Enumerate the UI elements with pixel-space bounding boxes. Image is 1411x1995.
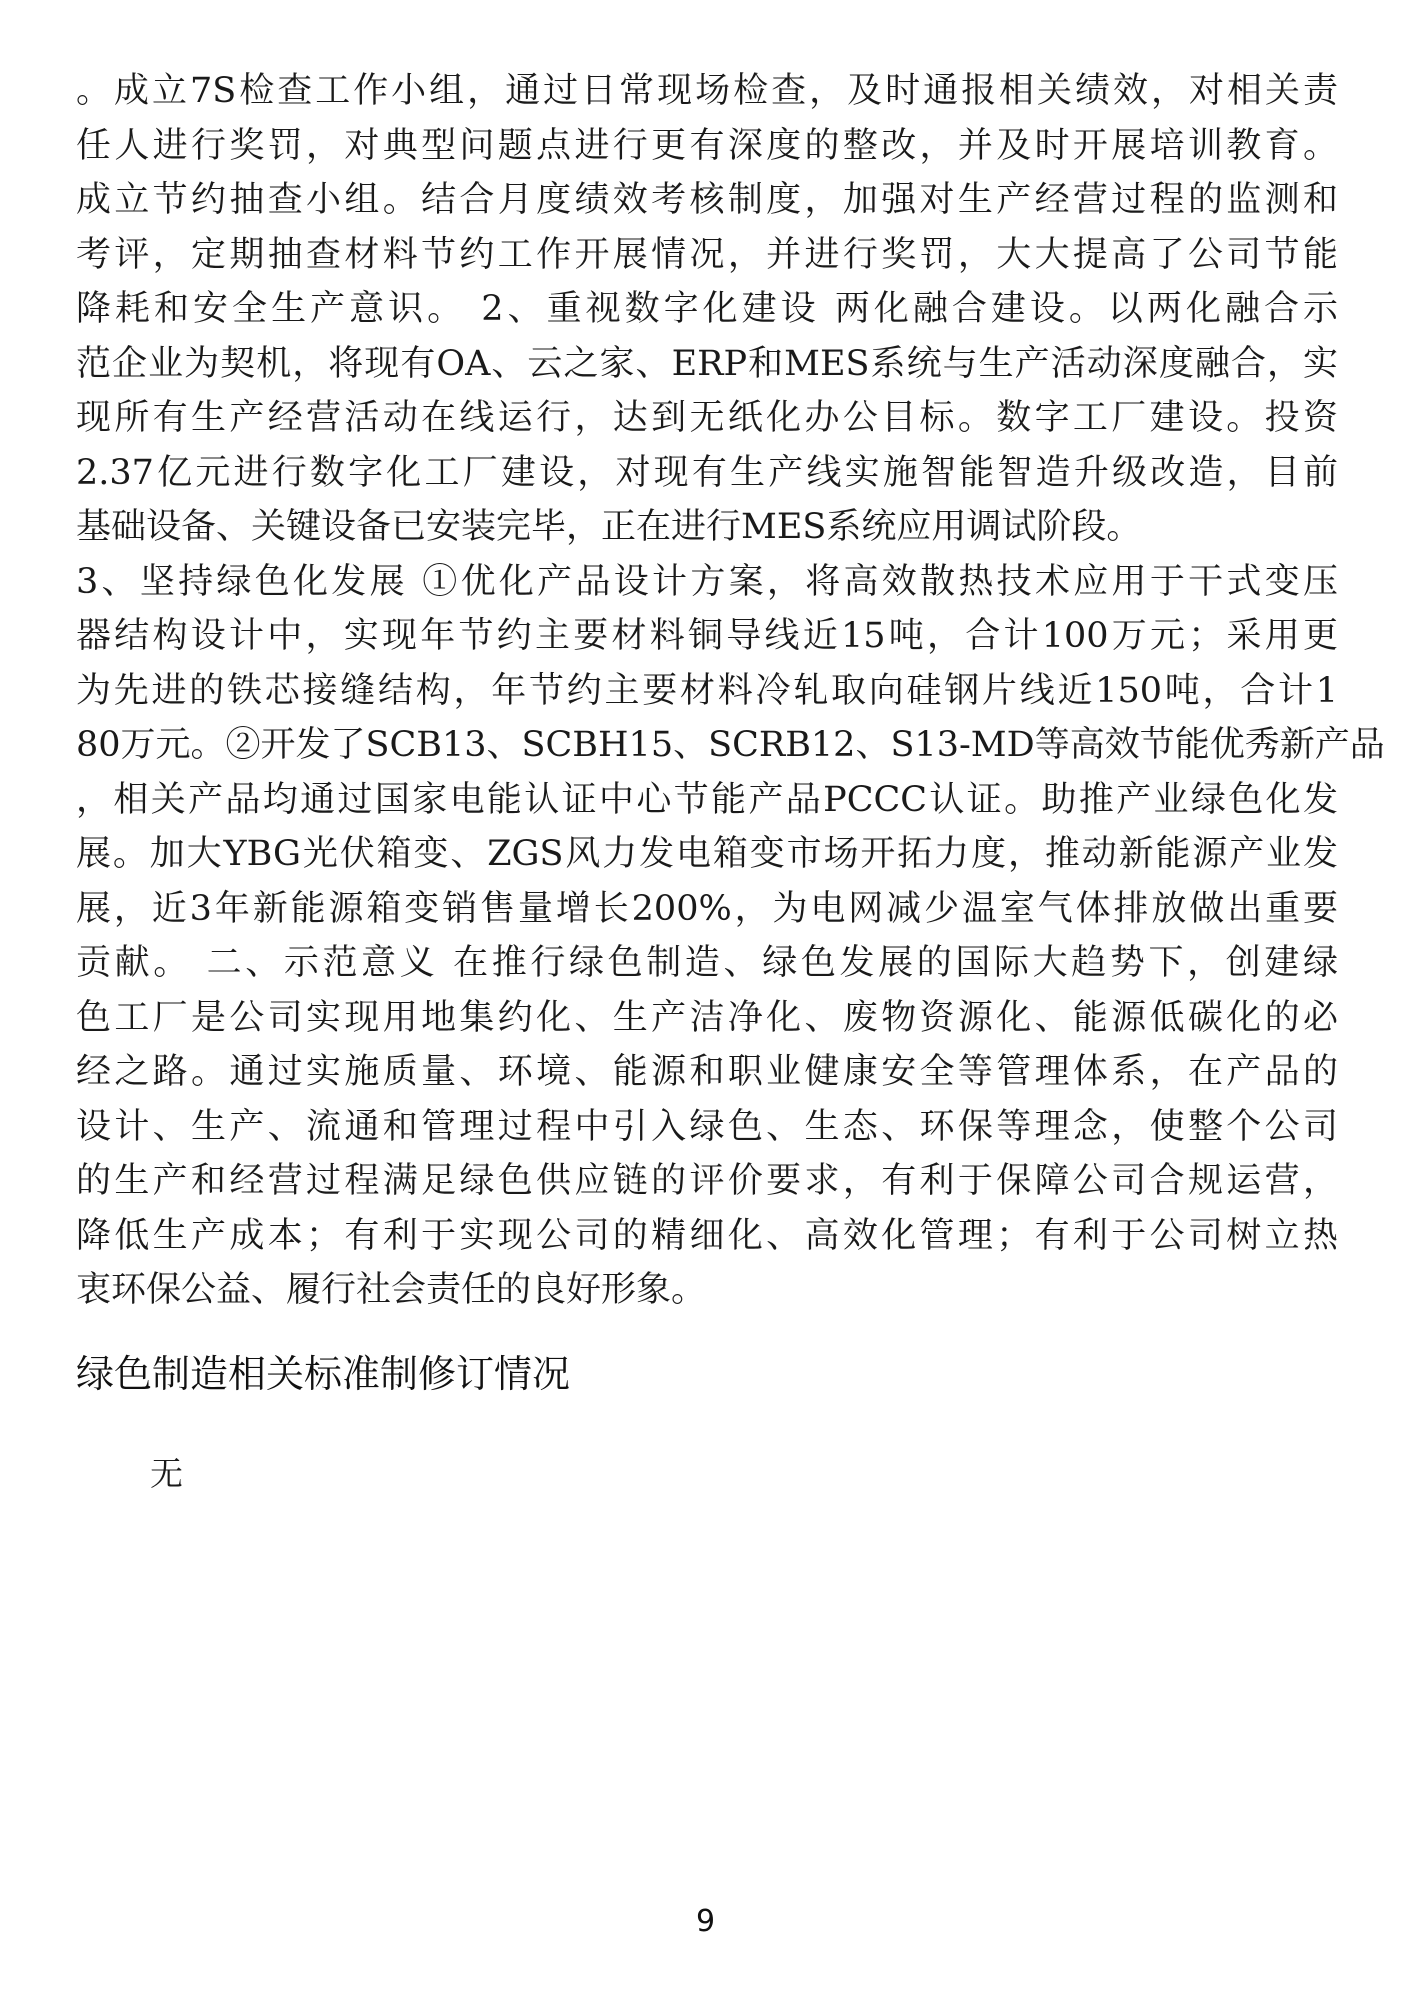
text-line: 展。加大YBG光伏箱变、ZGS风力发电箱变市场开拓力度，推动新能源产业发 <box>76 834 1338 874</box>
text-line: 成立节约抽查小组。结合月度绩效考核制度，加强对生产经营过程的监测和 <box>76 180 1338 220</box>
text-line: 色工厂是公司实现用地集约化、生产洁净化、废物资源化、能源低碳化的必 <box>76 997 1338 1038</box>
text-line: 任人进行奖罚，对典型问题点进行更有深度的整改，并及时开展培训教育。 <box>76 125 1338 166</box>
text-line: 设计、生产、流通和管理过程中引入绿色、生态、环保等理念，使整个公司 <box>76 1106 1338 1147</box>
text-line: 现所有生产经营活动在线运行，达到无纸化办公目标。数字工厂建设。投资 <box>76 398 1338 438</box>
text-line: 2.37亿元进行数字化工厂建设，对现有生产线实施智能智造升级改造，目前 <box>76 452 1338 493</box>
section-body-text: 无 <box>150 1454 183 1493</box>
text-line: ，相关产品均通过国家电能认证中心节能产品PCCC认证。助推产业绿色化发 <box>76 779 1338 820</box>
text-line: 器结构设计中，实现年节约主要材料铜导线近15吨，合计100万元；采用更 <box>76 616 1338 656</box>
text-line: 经之路。通过实施质量、环境、能源和职业健康安全等管理体系，在产品的 <box>76 1052 1338 1092</box>
text-line: 展，近3年新能源箱变销售量增长200%，为电网减少温室气体排放做出重要 <box>76 888 1338 929</box>
text-line: 3、坚持绿色化发展 ①优化产品设计方案，将高效散热技术应用于干式变压 <box>76 561 1338 602</box>
text-line: 贡献。 二、示范意义 在推行绿色制造、绿色发展的国际大趋势下，创建绿 <box>76 943 1338 983</box>
text-line: 范企业为契机，将现有OA、云之家、ERP和MES系统与生产活动深度融合，实 <box>76 343 1338 384</box>
text-line: 的生产和经营过程满足绿色供应链的评价要求，有利于保障公司合规运营， <box>76 1161 1338 1201</box>
text-line: 降耗和安全生产意识。 2、重视数字化建设 两化融合建设。以两化融合示 <box>76 289 1338 329</box>
section-heading: 绿色制造相关标准制修订情况 <box>76 1352 571 1396</box>
text-line: 基础设备、关键设备已安装完毕，正在进行MES系统应用调试阶段。 <box>76 507 1142 547</box>
text-line: 降低生产成本；有利于实现公司的精细化、高效化管理；有利于公司树立热 <box>76 1215 1338 1256</box>
text-line: 为先进的铁芯接缝结构，年节约主要材料冷轧取向硅钢片线近150吨，合计1 <box>76 670 1338 711</box>
text-line: 考评，定期抽查材料节约工作开展情况，并进行奖罚，大大提高了公司节能 <box>76 234 1338 275</box>
text-line: 。成立7S检查工作小组，通过日常现场检查，及时通报相关绩效，对相关责 <box>76 71 1338 111</box>
text-line: 80万元。②开发了SCB13、SCBH15、SCRB12、S13-MD等高效节能优秀新产品 <box>76 725 1385 765</box>
text-line: 衷环保公益、履行社会责任的良好形象。 <box>76 1270 707 1310</box>
page-number: 9 <box>695 1904 716 1939</box>
body-text <box>76 64 1385 1318</box>
